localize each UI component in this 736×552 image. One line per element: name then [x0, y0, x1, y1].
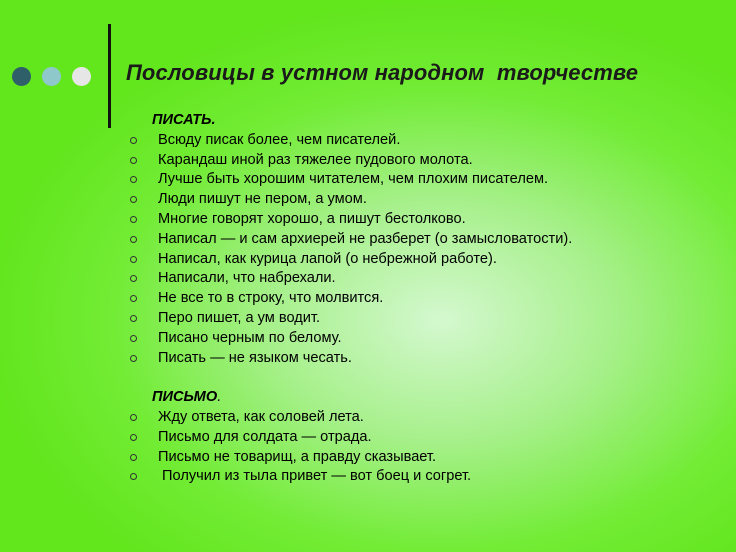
list-item — [130, 250, 572, 270]
section-heading-word: ПИСЬМО — [152, 389, 218, 406]
bullet-circle-icon — [130, 315, 137, 322]
section-heading-pisat: ПИСАТЬ. — [152, 112, 216, 128]
bullet-circle-icon — [130, 216, 137, 223]
list-item-text: Писано черным по белому. — [158, 329, 342, 346]
list-item — [130, 408, 572, 428]
list-item-text: Получил из тыла привет — вот боец и согрет. — [158, 468, 472, 485]
bullet-circle-icon — [130, 414, 137, 421]
list-item — [130, 230, 572, 250]
bullet-circle-icon — [130, 157, 137, 164]
list-item — [130, 269, 572, 289]
list-item-text: Письмо для солдата — отрада. — [158, 428, 372, 445]
list-item — [130, 190, 572, 210]
bullet-circle-icon — [130, 335, 137, 342]
bullet-circle-icon — [130, 196, 137, 203]
list-item-text: Не все то в строку, что молвится. — [158, 290, 384, 307]
dot-dark — [12, 67, 31, 86]
bullet-circle-icon — [130, 434, 137, 441]
list-item — [130, 448, 572, 468]
bullet-circle-icon — [130, 295, 137, 302]
bullet-circle-icon — [130, 454, 137, 461]
proverb-list-pismo — [130, 408, 572, 487]
list-item-text: Написали, что набрехали. — [158, 270, 336, 287]
list-item-text: Всюду писак более, чем писателей. — [158, 131, 401, 148]
section-heading-punct: . — [217, 389, 222, 406]
bullet-circle-icon — [130, 137, 137, 144]
list-item — [130, 309, 572, 329]
list-item-text: Перо пишет, а ум водит. — [158, 309, 321, 326]
dot-light-blue — [42, 67, 61, 86]
list-item — [130, 170, 572, 190]
list-item-text: Лучше быть хорошим читателем, чем плохим писателем. — [158, 171, 549, 188]
list-item-text: Написал — и сам архиерей не разберет (о замысловатости). — [158, 230, 573, 247]
list-item — [130, 428, 572, 448]
list-item-text: Многие говорят хорошо, а пишут бестолково. — [158, 210, 466, 227]
list-item-text: Писать — не языком чесать. — [158, 349, 352, 366]
list-item — [130, 467, 572, 487]
decorative-dots — [12, 67, 91, 86]
slide-content — [130, 111, 572, 487]
list-item — [130, 210, 572, 230]
list-item-text: Написал, как курица лапой (о небрежной работе). — [158, 250, 497, 267]
spacer — [130, 368, 572, 388]
title-divider-line — [108, 24, 111, 128]
bullet-circle-icon — [130, 256, 137, 263]
list-item — [130, 151, 572, 171]
slide-title: Пословицы в устном народном творчестве — [126, 60, 639, 85]
bullet-circle-icon — [130, 473, 137, 480]
bullet-circle-icon — [130, 355, 137, 362]
section-heading-pismo — [152, 388, 572, 408]
dot-light-gray — [72, 67, 91, 86]
bullet-circle-icon — [130, 275, 137, 282]
bullet-circle-icon — [130, 236, 137, 243]
bullet-circle-icon — [130, 176, 137, 183]
list-item — [130, 349, 572, 369]
list-item-text: Жду ответа, как соловей лета. — [158, 408, 364, 425]
list-item — [130, 289, 572, 309]
list-item — [130, 329, 572, 349]
list-item — [130, 131, 572, 151]
list-item-text: Карандаш иной раз тяжелее пудового молота. — [158, 151, 473, 168]
proverb-list-pisat — [130, 131, 572, 369]
list-item-text: Люди пишут не пером, а умом. — [158, 191, 367, 208]
list-item-text: Письмо не товарищ, а правду сказывает. — [158, 448, 437, 465]
